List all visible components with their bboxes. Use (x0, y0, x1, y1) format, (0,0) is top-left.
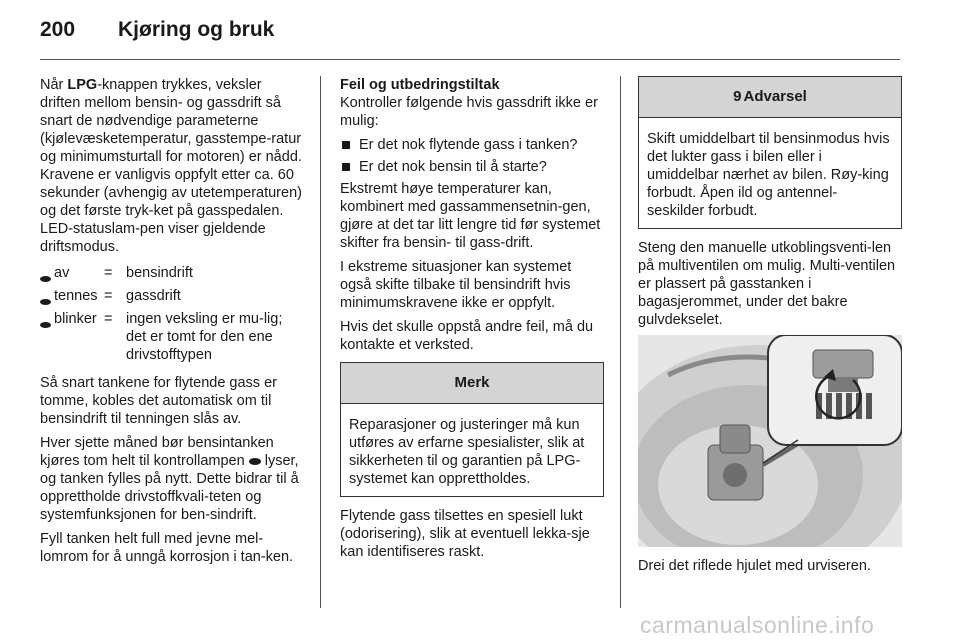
warning-body: Skift umiddelbart til bensinmodus hvis det lukter gass i bilen eller i umiddelbar nærhet av bilen. Røy-king forbudt. Åpen ild og antennel-seskilder forbudt. (647, 131, 890, 219)
turn-wheel-paragraph: Drei det riflede hjulet med urviseren. (638, 558, 871, 574)
column-divider-1 (320, 76, 321, 608)
temperature-paragraph: Ekstremt høye temperaturer kan, kombinert med gassammensetnin-gen, gjøre at det tar litt lengre tid før systemet skifter fra bensin- til gass-drift. (340, 181, 601, 251)
intro-text: -knappen trykkes, veksler driften mellom bensin- og gassdrift så snart de nødvendige parameterne (kjølevæsketemperatur, gasstempe-ratur og minimumsturtall for motoren) er nådd. Kravene er vanligvis oppfylt etter ca. 60 sekunder (avhengig av utetemperaturen) og det første tryk-ket på gasspedalen. LED-statuslam-pen viser gjeldende driftsmodus. (40, 77, 302, 255)
indicator-meaning: gassdrift (126, 288, 181, 304)
column-right (638, 76, 902, 581)
column-divider-2 (620, 76, 621, 608)
equals-sign: = (104, 311, 113, 327)
equals-sign: = (104, 265, 113, 281)
bullet-square-icon (342, 163, 350, 171)
indicator-row (40, 287, 304, 310)
equals-sign: = (104, 288, 113, 304)
note-body: Reparasjoner og justeringer må kun utføres av erfarne spesialister, slik at sikkerheten til og garantien på LPG-systemet kan opprettholdes. (349, 417, 585, 487)
lpg-keyword: LPG (67, 77, 98, 93)
monthly-text-b: lyser, og tanken fylles på nytt. Dette bidrar til å opprettholde drivstoffkvali-teten og systemfunksjonen for ben-sindrift. (40, 453, 299, 523)
lamp-icon (40, 264, 54, 287)
bullet-item (340, 136, 604, 154)
column-middle (340, 76, 604, 567)
check-lead: Kontroller følgende hvis gassdrift ikke er mulig: (340, 95, 598, 129)
watermark: carmanualsonline.info (640, 612, 875, 638)
page-number: 200 (40, 18, 76, 41)
shutoff-paragraph: Steng den manuelle utkoblingsventi-len på multiventilen om mulig. Multi-ventilen er plassert på gasstanken i bagasjerommet, under det bakre gulvdekselet. (638, 240, 896, 328)
indicator-meaning: bensindrift (126, 265, 193, 281)
bullet-text: Er det nok flytende gass i tanken? (359, 137, 578, 153)
indicator-state: blinker (54, 311, 97, 327)
monthly-paragraph (40, 434, 304, 524)
workshop-paragraph: Hvis det skulle oppstå andre feil, må du kontakte et verksted. (340, 319, 594, 353)
section-heading: Feil og utbedringstiltak (340, 77, 500, 93)
bullet-square-icon (342, 141, 350, 149)
warning-title (639, 77, 901, 118)
page-title: Kjøring og bruk (118, 18, 275, 41)
bullet-text: Er det nok bensin til å starte? (359, 159, 547, 175)
valve-illustration-icon (638, 335, 902, 547)
lamp-icon (40, 287, 54, 310)
indicator-meaning: ingen veksling er mu-lig; det er tomt for den ene drivstofftypen (126, 311, 283, 363)
lamp-icon (40, 310, 54, 364)
indicator-row (40, 264, 304, 287)
intro-prefix: Når (40, 77, 68, 93)
auto-switch-paragraph: Så snart tankene for flytende gass er tomme, kobles det automatisk om til bensindrift til tenningen slås av. (40, 375, 277, 427)
multivalve-illustration (638, 335, 902, 547)
indicator-state: av (54, 265, 70, 281)
note-title: Merk (341, 363, 603, 404)
note-box (340, 362, 604, 497)
monthly-text-a: Hver sjette måned bør bensintanken kjøres tom helt til kontrollampen (40, 435, 274, 469)
bullet-item (340, 158, 604, 176)
indicator-state: tennes (54, 288, 98, 304)
fill-tank-paragraph: Fyll tanken helt full med jevne mel-lomrom for å unngå korrosjon i tan-ken. (40, 531, 294, 565)
control-lamp-icon (249, 458, 261, 465)
header-rule (40, 59, 900, 60)
column-left (40, 76, 304, 572)
warning-title-text: Advarsel (743, 88, 807, 105)
indicator-row (40, 310, 304, 364)
extreme-paragraph: I ekstreme situasjoner kan systemet også skifte tilbake til bensindrift hvis minimumskravene ikke er oppfylt. (340, 259, 572, 311)
indicator-table (40, 264, 304, 364)
lpg-intro-paragraph (40, 76, 304, 256)
odor-paragraph: Flytende gass tilsettes en spesiell lukt (odorisering), slik at eventuell lekka-sje kan identifiseres raskt. (340, 508, 590, 560)
warning-box (638, 76, 902, 229)
warning-symbol-icon: 9 (733, 88, 742, 105)
